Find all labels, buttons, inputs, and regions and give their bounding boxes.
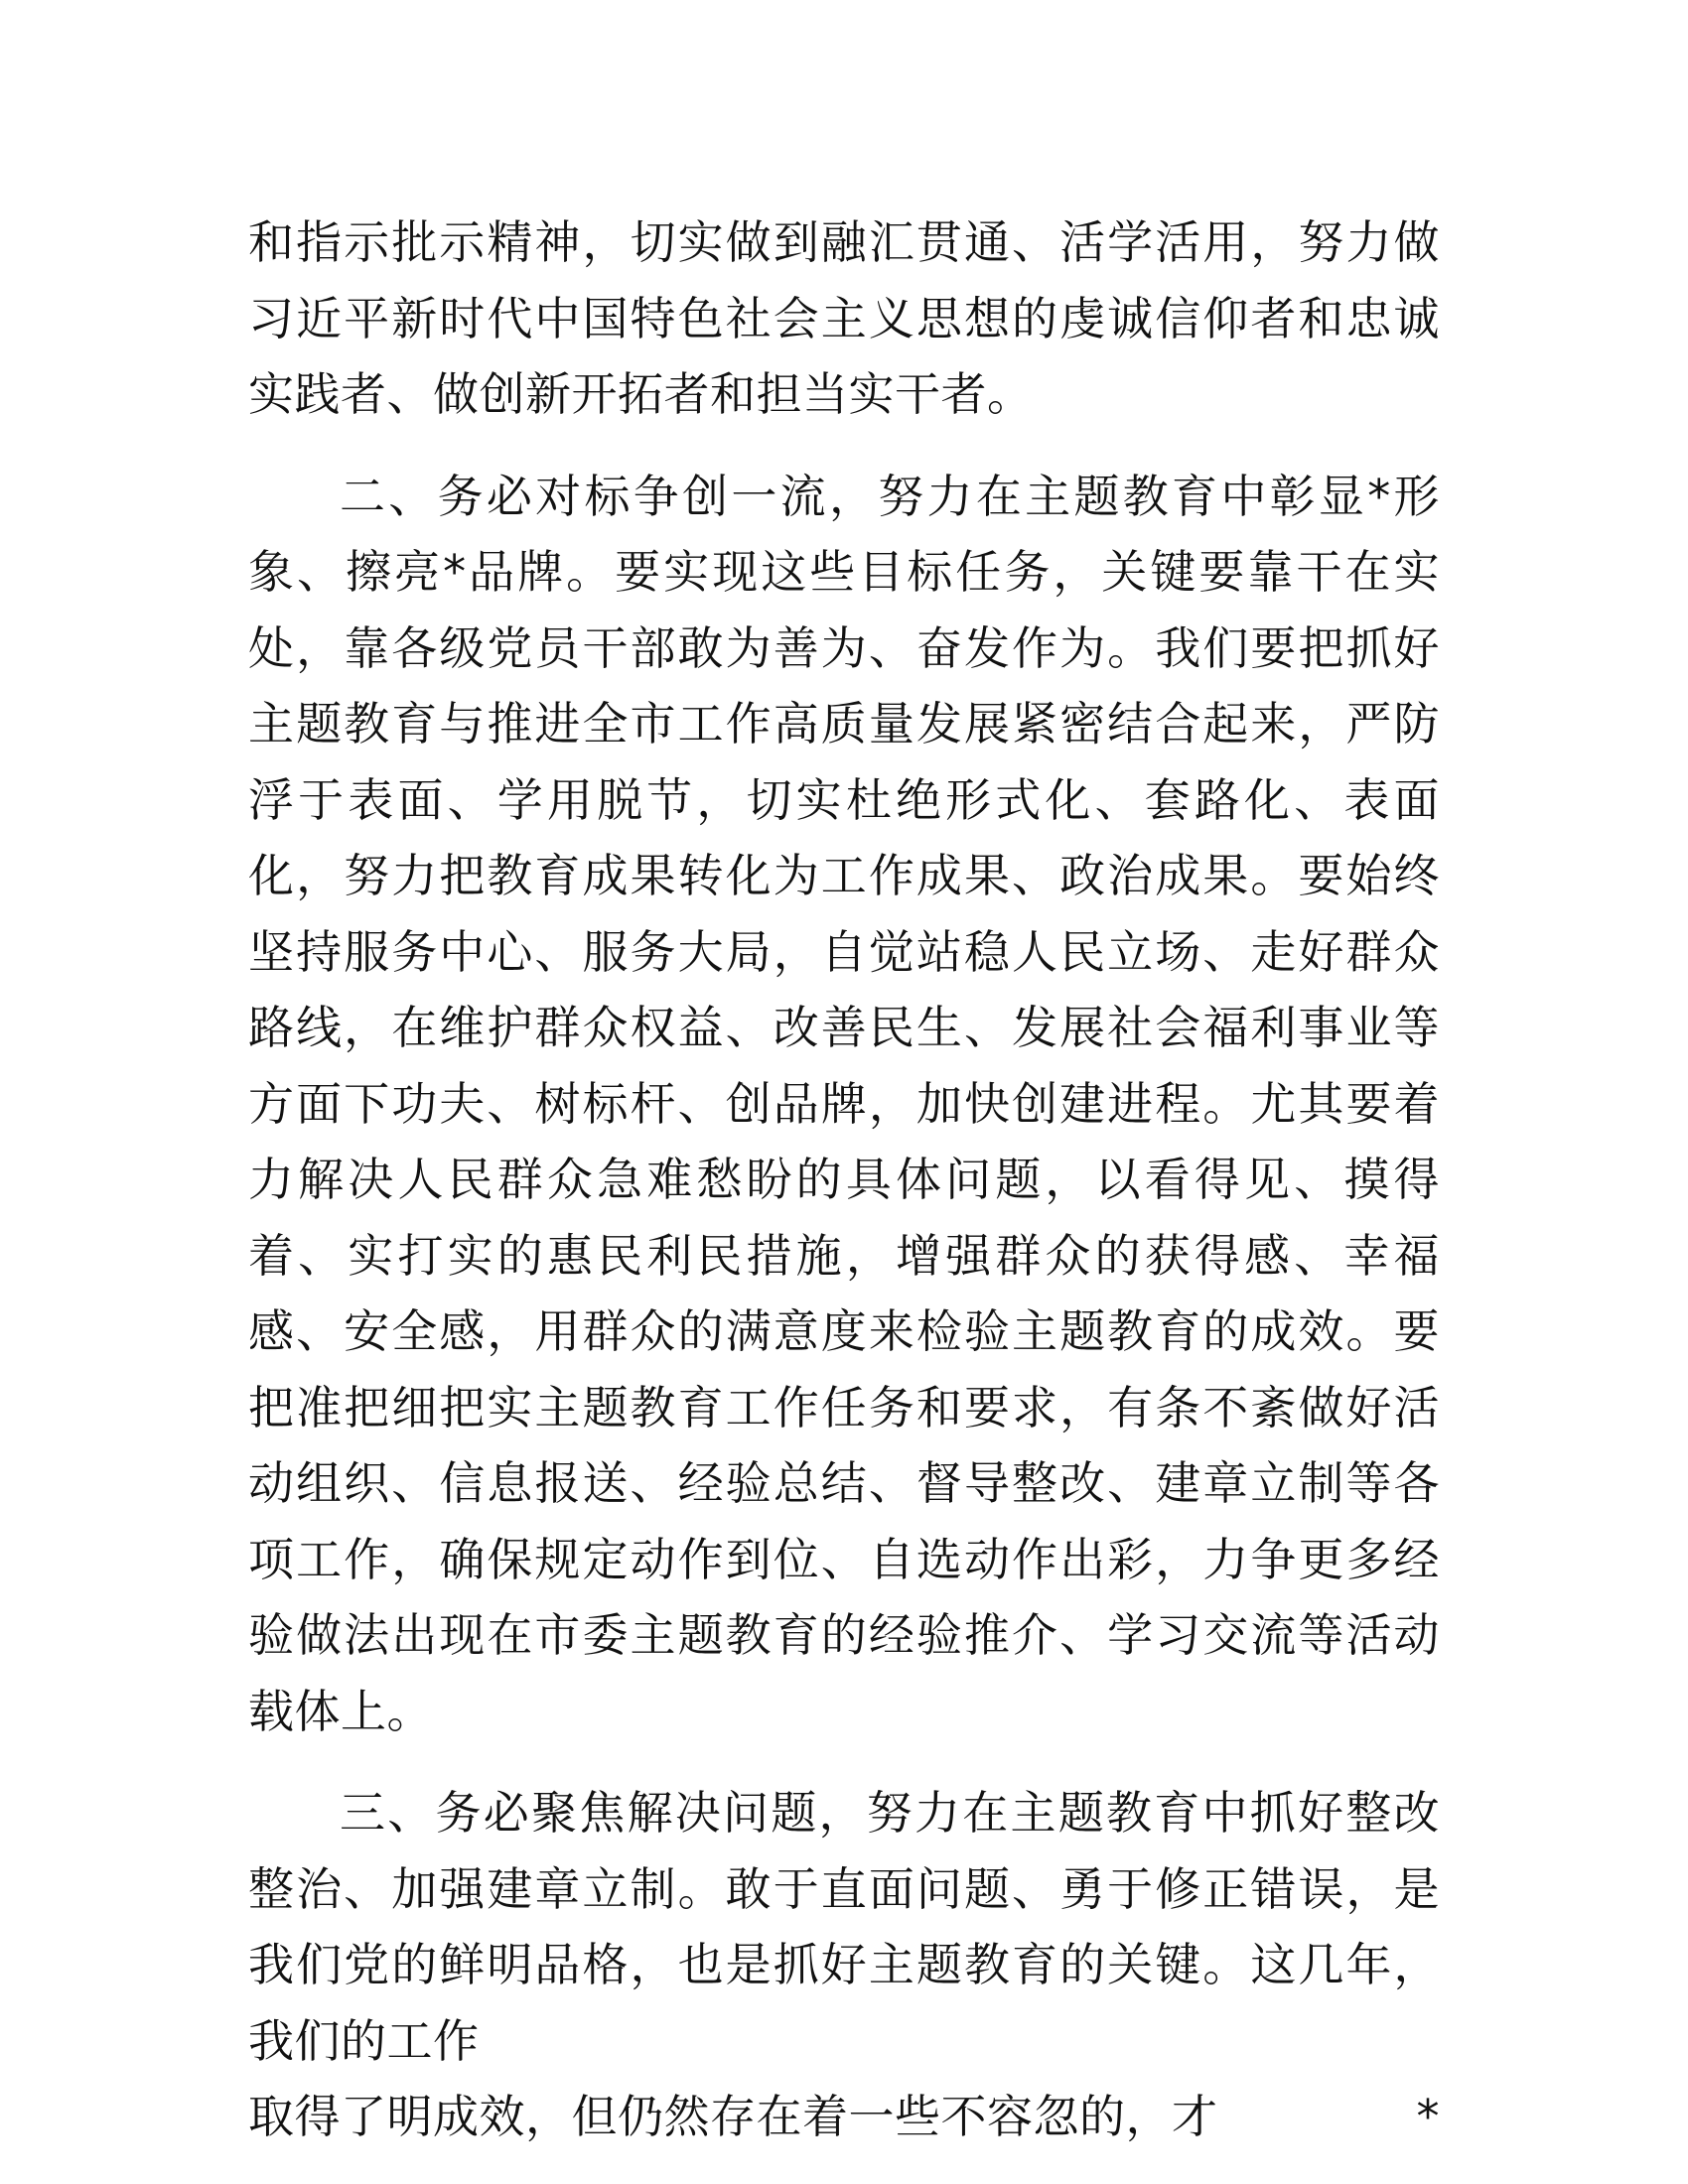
paragraph-section-three: 三、务必聚焦解决问题，努力在主题教育中抓好整改整治、加强建章立制。敢于直面问题、勇于修正错误，是我们党的鲜明品格，也是抓好主题教育的关键。这几年，我们的工作 xyxy=(248,1786,1440,2068)
last-line-text: 取得了明成效，但仍然存在着一些不容忽的，才 xyxy=(248,2090,1218,2143)
document-body xyxy=(248,205,1440,2155)
last-line-asterisk: * xyxy=(1416,2090,1440,2143)
paragraph-continued: 和指示批示精神，切实做到融汇贯通、活学活用，努力做习近平新时代中国特色社会主义思想的虔诚信仰者和忠诚实践者、做创新开拓者和担当实干者。 xyxy=(248,215,1440,421)
paragraph-section-two: 二、务必对标争创一流，努力在主题教育中彰显*形象、擦亮*品牌。要实现这些目标任务，关键要靠干在实处，靠各级党员干部敢为善为、奋发作为。我们要把抓好主题教育与推进全市工作高质量发展紧密结合起来，严防浮于表面、学用脱节，切实杜绝形式化、套路化、表面化，努力把教育成果转化为工作成果、政治成果。要始终坚持服务中心、服务大局，自觉站稳人民立场、走好群众路线，在维护群众权益、改善民生、发展社会福利事业等方面下功夫、树标杆、创品牌，加快创建进程。尤其要着力解决人民群众急难愁盼的具体问题，以看得见、摸得着、实打实的惠民利民措施，增强群众的获得感、幸福感、安全感，用群众的满意度来检验主题教育的成效。要把准把细把实主题教育工作任务和要求，有条不紊做好活动组织、信息报送、经验总结、督导整改、建章立制等各项工作，确保规定动作到位、自选动作出彩，力争更多经验做法出现在市委主题教育的经验推介、学习交流等活动载体上。 xyxy=(248,469,1440,1738)
paragraph-section-three-last-line xyxy=(248,2079,1440,2155)
